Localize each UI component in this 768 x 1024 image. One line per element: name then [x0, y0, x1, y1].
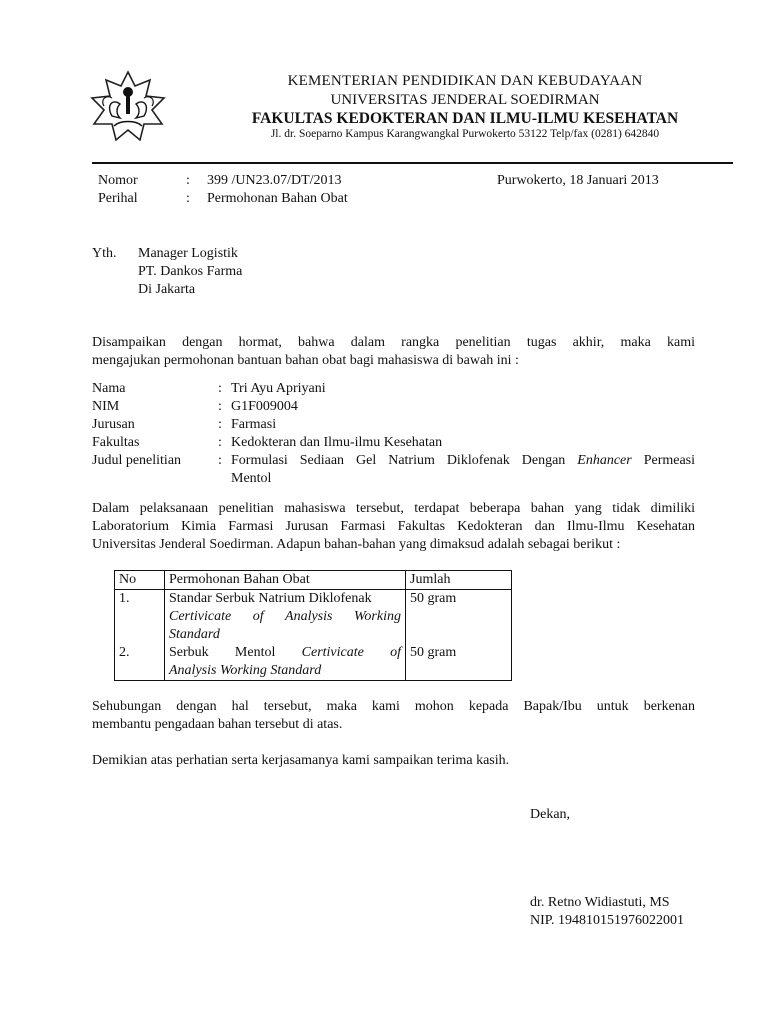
row2-item-line2: Analysis Working Standard — [169, 663, 322, 678]
nama-label: Nama — [92, 381, 126, 396]
university-logo — [86, 70, 170, 146]
letterhead-address: Jl. dr. Soeparno Kampus Karangwangkal Purwokerto 53122 Telp/fax (0281) 642840 — [270, 128, 660, 140]
yth-label: Yth. — [92, 246, 117, 261]
row1-item-line3: Standard — [169, 627, 220, 642]
signature-name: dr. Retno Widiastuti, MS — [530, 895, 670, 910]
jurusan-label: Jurusan — [92, 417, 135, 432]
row1-item-line2: Certivicate of Analysis Working — [169, 609, 401, 624]
fakultas-label: Fakultas — [92, 435, 140, 450]
row1-item-line1: Standar Serbuk Natrium Diklofenak — [169, 591, 372, 606]
row2-item-italic: Certivicate of — [301, 645, 401, 660]
request-table — [114, 570, 512, 681]
closing-paragraph — [92, 698, 695, 734]
letterhead-ministry: KEMENTERIAN PENDIDIKAN DAN KEBUDAYAAN — [287, 73, 643, 89]
perihal-label: Perihal — [98, 191, 138, 206]
judul-line2: Mentol — [231, 471, 272, 486]
letterhead-faculty: FAKULTAS KEDOKTERAN DAN ILMU-ILMU KESEHATAN — [251, 110, 679, 127]
perihal-value: Permohonan Bahan Obat — [207, 191, 348, 206]
header-item: Permohonan Bahan Obat — [165, 571, 406, 590]
nomor-label: Nomor — [98, 173, 138, 188]
header-no: No — [115, 571, 165, 590]
row2-no: 2. — [119, 645, 130, 660]
addressee-line2: PT. Dankos Farma — [138, 264, 243, 279]
table-row — [115, 590, 512, 681]
nomor-colon: : — [186, 173, 190, 188]
nim-value: G1F009004 — [231, 399, 298, 414]
thanks-line: Demikian atas perhatian serta kerjasamanya kami sampaikan terima kasih. — [92, 753, 510, 768]
row2-qty: 50 gram — [410, 645, 457, 660]
nomor-value: 399 /UN23.07/DT/2013 — [207, 173, 342, 188]
place-date: Purwokerto, 18 Januari 2013 — [497, 173, 659, 188]
closing-line1: Sehubungan dengan hal tersebut, maka kami mohon kepada Bapak/Ibu untuk berkenan — [92, 699, 695, 714]
judul-colon: : — [218, 453, 222, 468]
addressee-line3: Di Jakarta — [138, 282, 196, 297]
jurusan-colon: : — [218, 417, 222, 432]
jurusan-value: Farmasi — [231, 417, 277, 432]
judul-part1: Formulasi Sediaan Gel Natrium Diklofenak Dengan — [231, 453, 566, 468]
judul-italic: Enhancer — [577, 453, 632, 468]
judul-line1 — [231, 452, 695, 470]
rows-qty-cell — [406, 590, 512, 681]
table-header-row — [115, 571, 512, 590]
letterhead-university: UNIVERSITAS JENDERAL SOEDIRMAN — [330, 92, 600, 108]
nama-colon: : — [218, 381, 222, 396]
intro-line2: mengajukan permohonan bantuan bahan obat bagi mahasiswa di bawah ini : — [92, 353, 519, 368]
judul-label: Judul penelitian — [92, 453, 182, 468]
judul-part2: Permeasi — [643, 453, 696, 468]
signature-nip: NIP. 194810151976022001 — [530, 913, 685, 928]
nim-colon: : — [218, 399, 222, 414]
signature-title: Dekan, — [530, 807, 571, 822]
row2-item-line1 — [169, 644, 401, 662]
judul-value — [231, 452, 695, 488]
body-line3: Universitas Jenderal Soedirman. Adapun bahan-bahan yang dimaksud adalah sebagai berikut : — [92, 537, 621, 552]
fakultas-value: Kedokteran dan Ilmu-ilmu Kesehatan — [231, 435, 443, 450]
body-line1: Dalam pelaksanaan penelitian mahasiswa tersebut, terdapat beberapa bahan yang tidak dimiliki — [92, 501, 695, 516]
addressee-line1: Manager Logistik — [138, 246, 238, 261]
rows-no-cell — [115, 590, 165, 681]
nim-label: NIM — [92, 399, 120, 414]
intro-line1: Disampaikan dengan hormat, bahwa dalam rangka penelitian tugas akhir, maka kami — [92, 335, 695, 350]
fakultas-colon: : — [218, 435, 222, 450]
row2-item-plain: Serbuk Mentol — [169, 645, 276, 660]
letterhead-divider — [92, 162, 733, 164]
row1-qty: 50 gram — [410, 591, 457, 606]
intro-paragraph — [92, 334, 695, 370]
rows-item-cell — [165, 590, 406, 681]
nama-value: Tri Ayu Apriyani — [231, 381, 326, 396]
header-qty: Jumlah — [406, 571, 512, 590]
closing-line2: membantu pengadaan bahan tersebut di atas. — [92, 717, 343, 732]
row1-no: 1. — [119, 591, 130, 606]
body-paragraph — [92, 500, 695, 554]
perihal-colon: : — [186, 191, 190, 206]
body-line2: Laboratorium Kimia Farmasi Jurusan Farmasi Fakultas Kedokteran dan Ilmu-Ilmu Kesehatan — [92, 519, 695, 534]
